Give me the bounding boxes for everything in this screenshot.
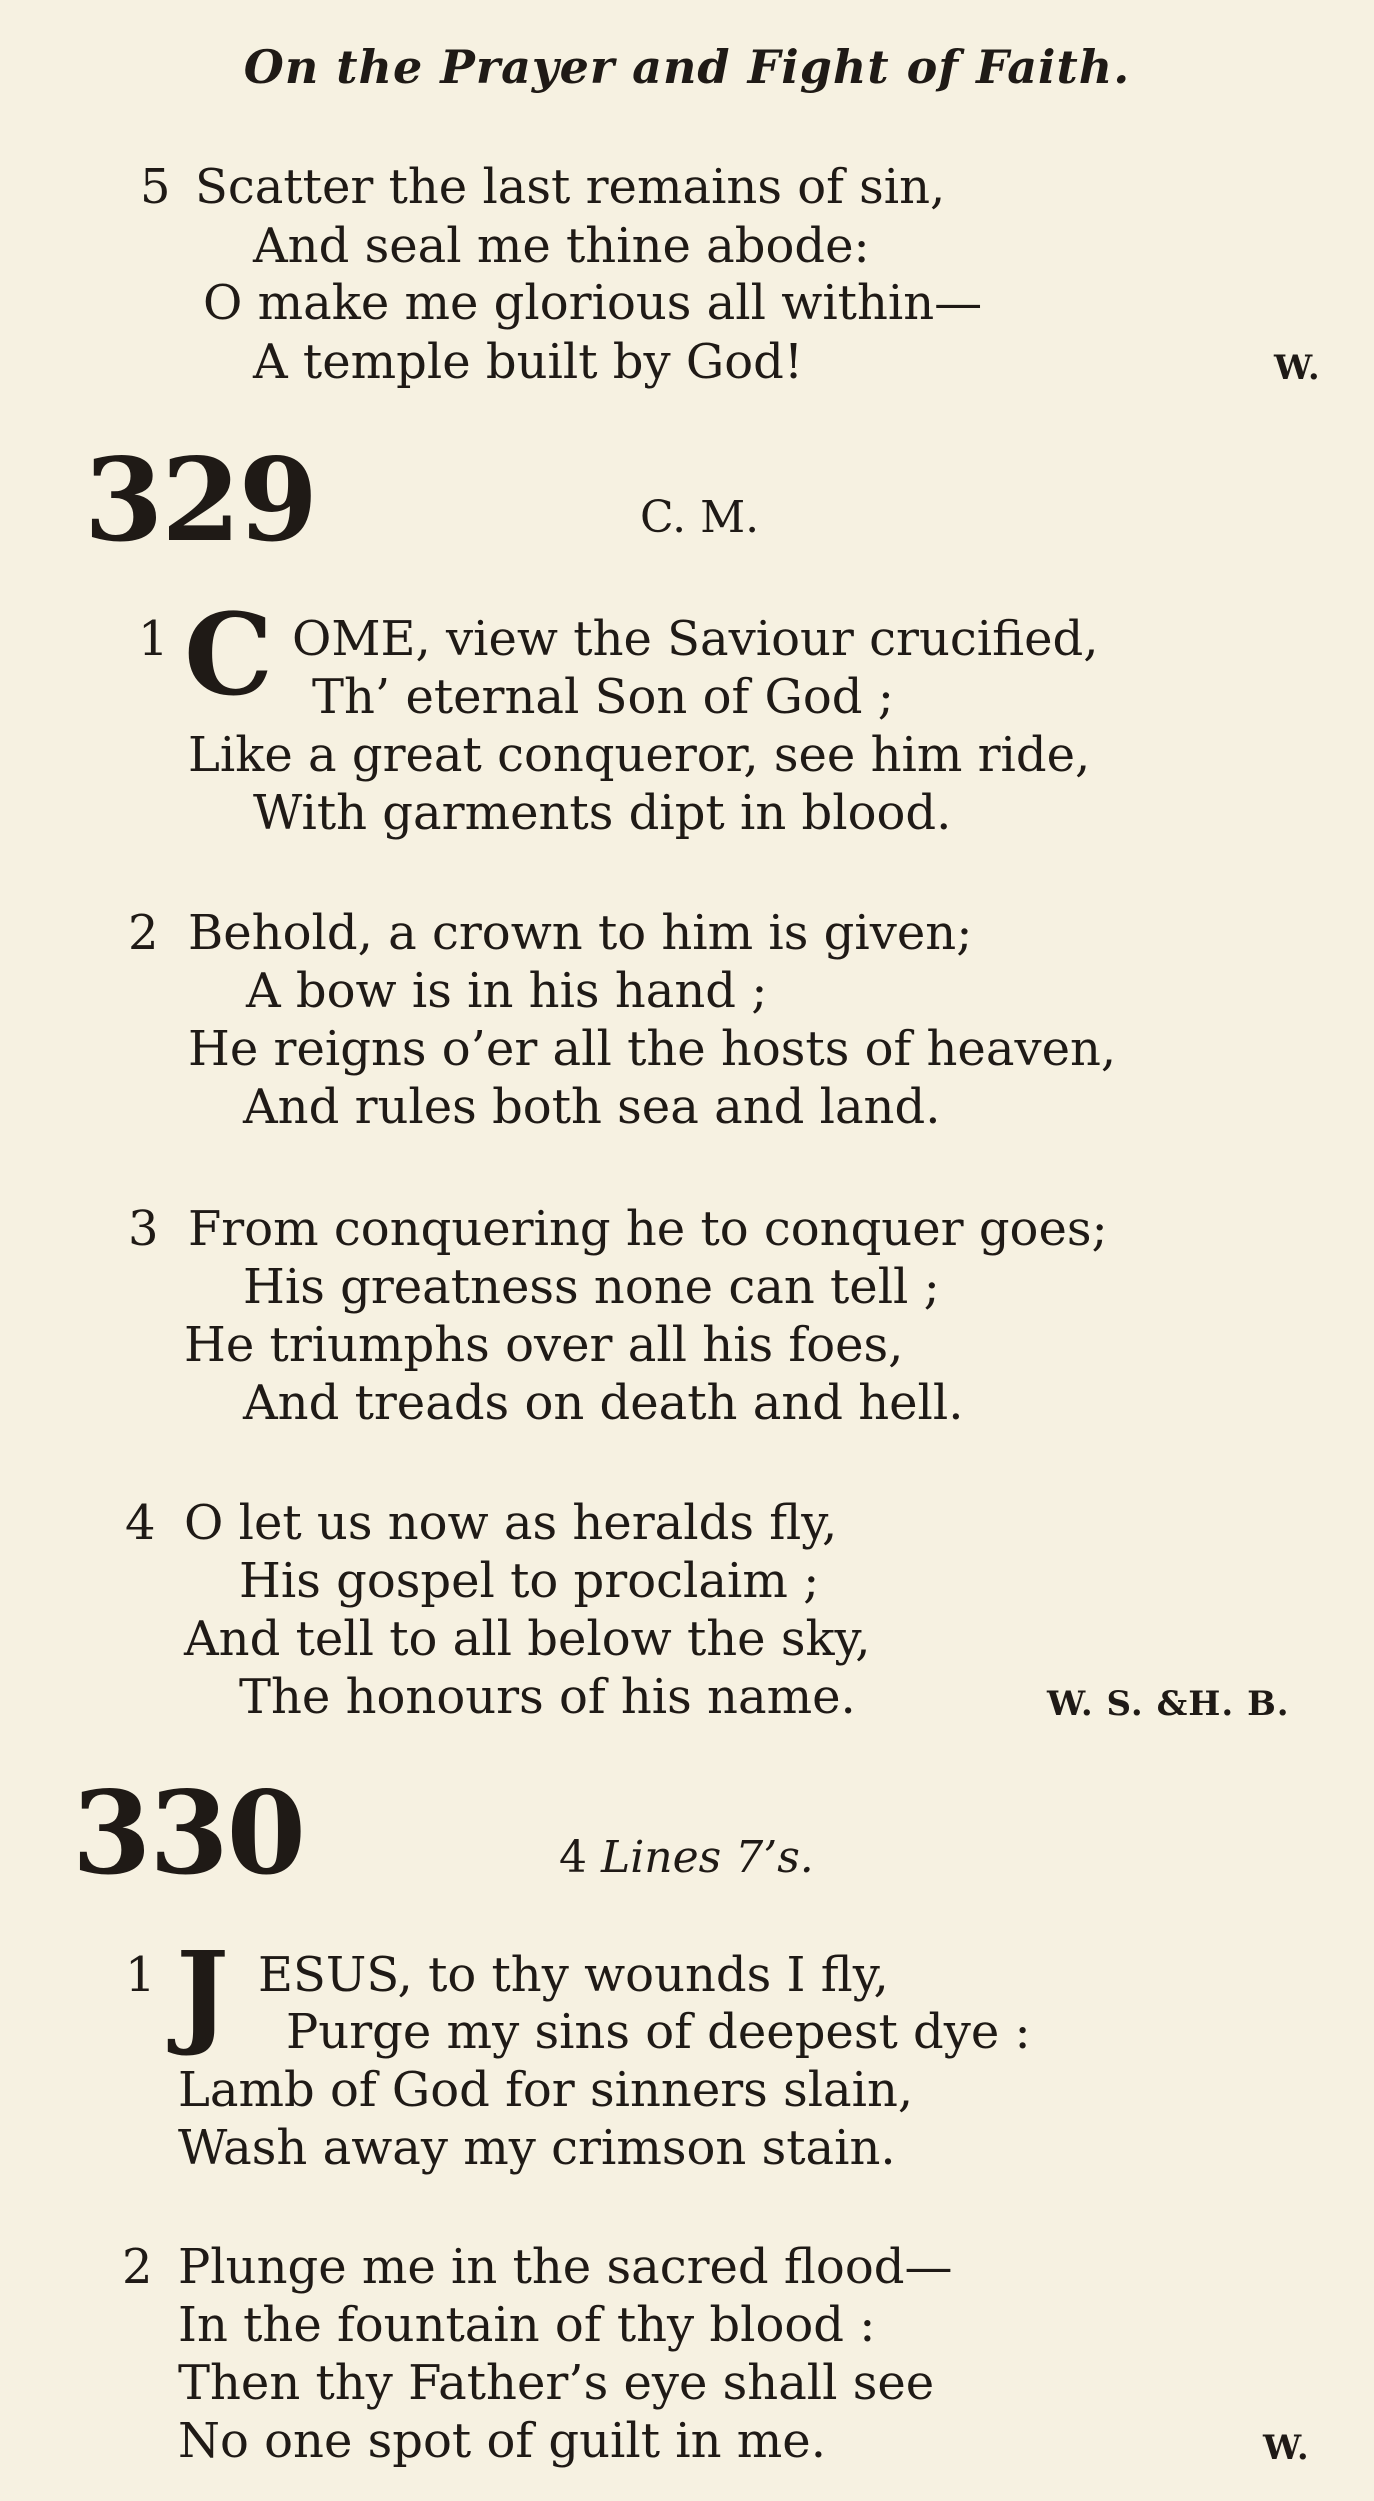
page-header: On the Prayer and Fight of Faith. <box>243 40 1131 94</box>
attribution: W. S. &H. B. <box>1047 1684 1290 1724</box>
stanza-line: And treads on death and hell. <box>243 1375 964 1431</box>
stanza-number: 5 <box>140 159 171 215</box>
drop-cap: J <box>176 1928 229 2059</box>
stanza-line: His gospel to proclaim ; <box>239 1553 820 1609</box>
stanza-line: Wash away my crimson stain. <box>178 2120 896 2176</box>
stanza-line: And tell to all below the sky, <box>184 1611 871 1667</box>
stanza-line: The honours of his name. <box>239 1669 856 1725</box>
stanza-line: OME, view the Saviour crucified, <box>292 611 1099 667</box>
stanza-line: And seal me thine abode: <box>253 218 870 274</box>
attribution: W. <box>1263 2428 1310 2468</box>
stanza-line: Plunge me in the sacred flood— <box>178 2239 953 2295</box>
stanza-line: No one spot of guilt in me. <box>178 2413 826 2469</box>
stanza-line: Behold, a crown to him is given; <box>188 905 973 961</box>
stanza-number: 2 <box>122 2239 153 2295</box>
stanza-line: Scatter the last remains of sin, <box>195 159 946 215</box>
attribution: W. <box>1274 348 1321 388</box>
stanza-line: From conquering he to conquer goes; <box>188 1201 1108 1257</box>
stanza-number: 1 <box>125 1947 156 2003</box>
meter-text: Lines 7’s. <box>601 1832 814 1883</box>
stanza-number: 1 <box>138 611 169 667</box>
hymn-number: 329 <box>84 433 316 567</box>
hymn-number: 330 <box>72 1766 304 1900</box>
stanza-line: A bow is in his hand ; <box>246 963 768 1019</box>
stanza-line: Then thy Father’s eye shall see <box>178 2355 935 2411</box>
drop-cap: C <box>184 590 274 721</box>
stanza-line: In the fountain of thy blood : <box>178 2297 876 2353</box>
stanza-line: Purge my sins of deepest dye : <box>286 2004 1031 2060</box>
meter-count: 4 <box>559 1832 587 1883</box>
stanza-line: With garments dipt in blood. <box>253 785 952 841</box>
stanza-line: He reigns o’er all the hosts of heaven, <box>188 1021 1117 1077</box>
stanza-line: Th’ eternal Son of God ; <box>312 669 894 725</box>
stanza-number: 4 <box>125 1495 156 1551</box>
stanza-line: O let us now as heralds fly, <box>184 1495 838 1551</box>
stanza-line: His greatness none can tell ; <box>243 1259 940 1315</box>
stanza-number: 3 <box>128 1201 159 1257</box>
stanza-line: Lamb of God for sinners slain, <box>178 2062 914 2118</box>
stanza-number: 2 <box>128 905 159 961</box>
stanza-line: A temple built by God! <box>253 334 804 390</box>
hymn-meter <box>559 1832 814 1883</box>
hymn-meter: C. M. <box>640 492 760 543</box>
stanza-line: And rules both sea and land. <box>243 1079 941 1135</box>
stanza-line: O make me glorious all within— <box>203 275 983 331</box>
stanza-line: ESUS, to thy wounds I fly, <box>258 1947 889 2003</box>
stanza-line: Like a great conqueror, see him ride, <box>188 727 1091 783</box>
stanza-line: He triumphs over all his foes, <box>184 1317 904 1373</box>
